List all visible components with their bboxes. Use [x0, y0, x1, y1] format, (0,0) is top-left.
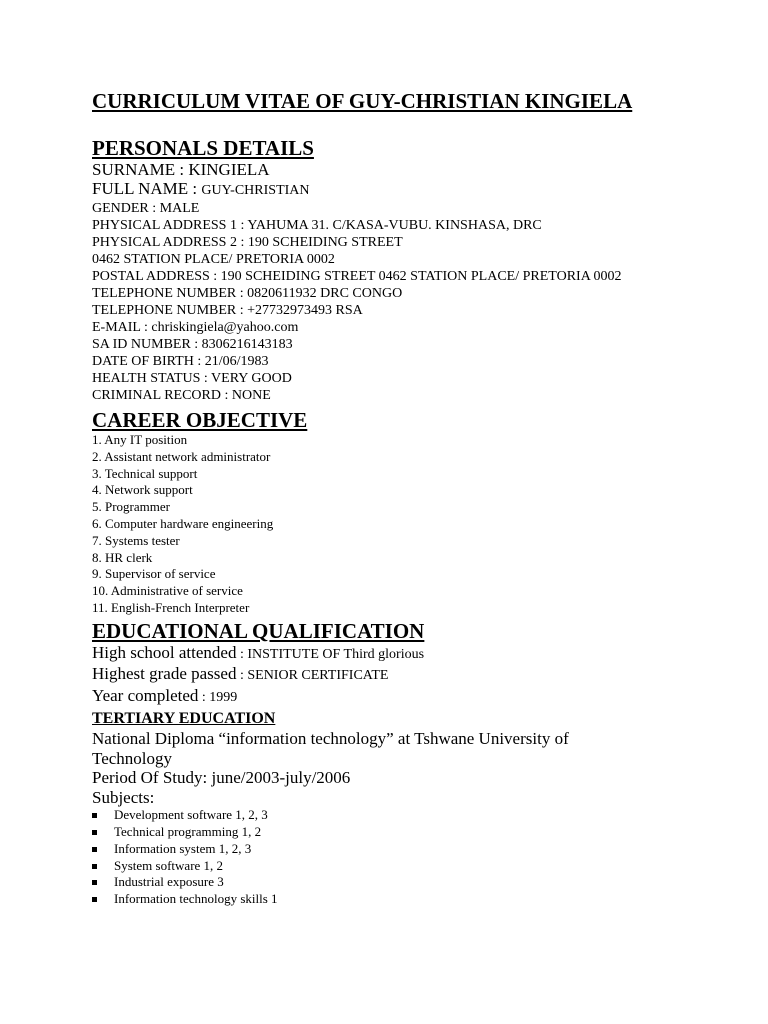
career-item: 5. Programmer	[92, 499, 170, 515]
personal-details-heading: PERSONALS DETAILS	[92, 136, 314, 160]
bullet-square-icon	[92, 847, 97, 852]
subject-label: Information technology skills 1	[114, 891, 278, 907]
career-item: 3. Technical support	[92, 465, 198, 481]
health-status-line: HEALTH STATUS : VERY GOOD	[92, 371, 292, 386]
tertiary-education-heading: TERTIARY EDUCATION	[92, 710, 276, 728]
physical-address-1-line: PHYSICAL ADDRESS 1 : YAHUMA 31. C/KASA-VUBU. KINSHASA, DRC	[92, 218, 542, 233]
career-item: 10. Administrative of service	[92, 583, 243, 599]
subject-label: Information system 1, 2, 3	[114, 840, 252, 856]
bullet-square-icon	[92, 830, 97, 835]
period-of-study-line: Period Of Study: june/2003-july/2006	[92, 768, 351, 788]
surname-line: SURNAME : KINGIELA	[92, 160, 270, 179]
career-objective-list	[92, 432, 732, 617]
full-name-label: FULL NAME :	[92, 179, 202, 198]
year-completed-label: Year completed	[92, 685, 199, 705]
career-item: 11. English-French Interpreter	[92, 599, 250, 615]
subject-label: Industrial exposure 3	[114, 874, 224, 890]
list-item	[92, 858, 732, 875]
subject-label: System software 1, 2	[114, 857, 224, 873]
year-completed-line	[92, 686, 732, 708]
list-item	[92, 807, 732, 824]
career-item: 6. Computer hardware engineering	[92, 515, 274, 531]
physical-address-2-line: PHYSICAL ADDRESS 2 : 190 SCHEIDING STREET	[92, 235, 403, 250]
career-item: 1. Any IT position	[92, 432, 188, 447]
subject-label: Technical programming 1, 2	[114, 824, 262, 840]
subjects-label: Subjects:	[92, 787, 155, 807]
full-name-value: GUY-CHRISTIAN	[201, 183, 310, 198]
cv-document	[92, 88, 732, 908]
career-objective-heading: CAREER OBJECTIVE	[92, 408, 308, 432]
document-title: CURRICULUM VITAE OF GUY-CHRISTIAN KINGIELA	[92, 89, 633, 113]
career-item: 4. Network support	[92, 482, 193, 498]
highest-grade-line	[92, 664, 732, 686]
bullet-square-icon	[92, 897, 97, 902]
email-line: E-MAIL : chriskingiela@yahoo.com	[92, 320, 299, 335]
criminal-record-line: CRIMINAL RECORD : NONE	[92, 388, 271, 403]
year-completed-value: : 1999	[198, 689, 238, 705]
telephone-rsa-line: TELEPHONE NUMBER : +27732973493 RSA	[92, 303, 363, 318]
diploma-line: National Diploma “information technology” at Tshwane University of Technology	[92, 729, 569, 768]
bullet-square-icon	[92, 880, 97, 885]
highest-grade-value: : SENIOR CERTIFICATE	[236, 668, 389, 684]
full-name-line	[92, 179, 732, 200]
list-item	[92, 824, 732, 841]
highest-grade-label: Highest grade passed	[92, 664, 237, 684]
list-item	[92, 841, 732, 858]
high-school-label: High school attended	[92, 642, 237, 662]
physical-address-2-continued: 0462 STATION PLACE/ PRETORIA 0002	[92, 252, 335, 267]
bullet-square-icon	[92, 813, 97, 818]
date-of-birth-line: DATE OF BIRTH : 21/06/1983	[92, 354, 269, 369]
personal-details-list	[92, 200, 732, 404]
high-school-line	[92, 643, 732, 665]
career-item: 9. Supervisor of service	[92, 566, 216, 582]
career-item: 8. HR clerk	[92, 549, 153, 565]
subject-label: Development software 1, 2, 3	[114, 807, 268, 823]
subjects-list	[92, 807, 732, 908]
list-item	[92, 891, 732, 908]
career-item: 7. Systems tester	[92, 532, 180, 548]
bullet-square-icon	[92, 864, 97, 869]
educational-qualification-heading: EDUCATIONAL QUALIFICATION	[92, 618, 425, 643]
list-item	[92, 874, 732, 891]
id-number-line: SA ID NUMBER : 8306216143183	[92, 337, 293, 352]
career-item: 2. Assistant network administrator	[92, 448, 271, 464]
postal-address-line: POSTAL ADDRESS : 190 SCHEIDING STREET 0462 STATION PLACE/ PRETORIA 0002	[92, 269, 622, 284]
gender-line: GENDER : MALE	[92, 201, 200, 216]
telephone-drc-line: TELEPHONE NUMBER : 0820611932 DRC CONGO	[92, 286, 403, 301]
high-school-value: : INSTITUTE OF Third glorious	[236, 646, 425, 662]
